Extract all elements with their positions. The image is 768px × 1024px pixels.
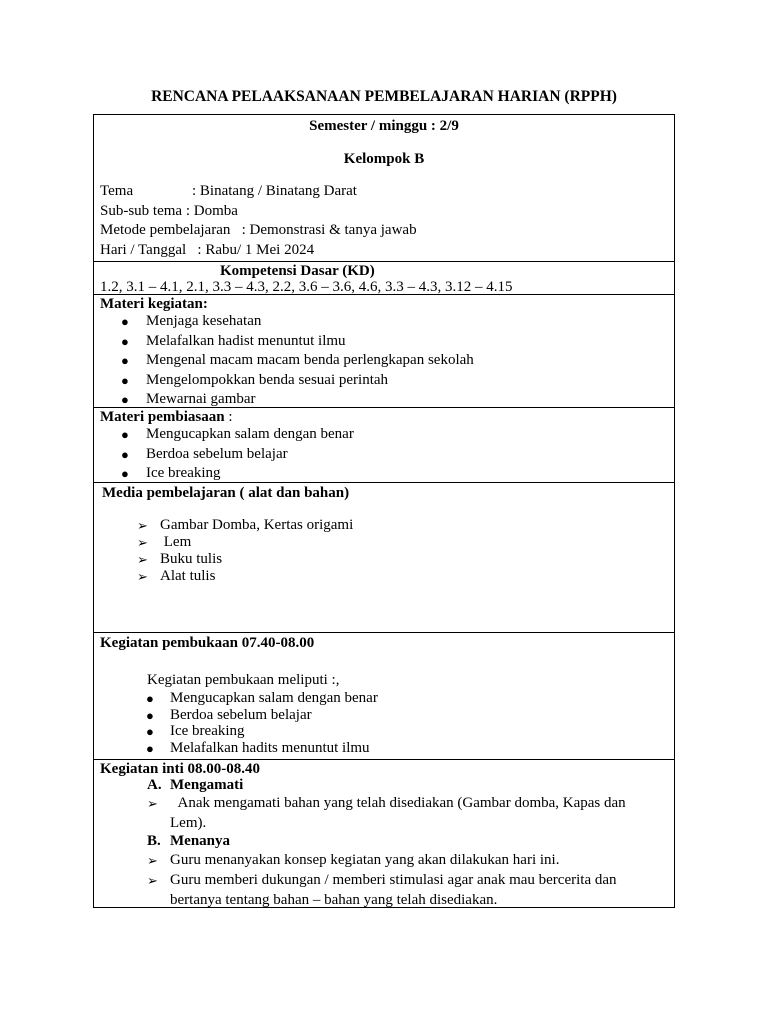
bullet-dot-icon: ●	[121, 314, 129, 329]
info-list	[100, 182, 417, 260]
list-item-text: Ice breaking	[170, 723, 245, 740]
list-item	[146, 706, 378, 723]
media-row	[94, 482, 674, 632]
list-item	[137, 550, 353, 567]
info-label: Tema	[100, 183, 134, 199]
section-b-item	[147, 871, 650, 907]
section-title: Mengamati	[170, 777, 244, 793]
list-item-text: Mengenal macam macam benda perlengkapan sekolah	[146, 352, 474, 368]
pembukaan-list	[146, 689, 378, 757]
list-item-text: Mengucapkan salam dengan benar	[170, 690, 378, 706]
list-item	[137, 567, 353, 584]
info-hari-tanggal	[100, 241, 417, 261]
list-item-text: Berdoa sebelum belajar	[146, 445, 288, 462]
list-item	[121, 371, 474, 391]
list-item	[121, 332, 474, 352]
bullet-dot-icon: ●	[121, 392, 129, 407]
list-item-text: Melafalkan hadits menuntut ilmu	[170, 740, 370, 757]
info-value: : Domba	[182, 202, 238, 219]
list-item-text: Gambar Domba, Kertas origami	[160, 517, 354, 533]
kelompok-label: Kelompok B	[343, 151, 425, 167]
bullet-dot-icon: ●	[121, 372, 129, 388]
list-item-text: Alat tulis	[160, 568, 216, 584]
list-item-text: Guru memberi dukungan / memberi stimulasi agar anak mau bercerita dan bertanya tentang bahan – bahan yang telah disediakan.	[170, 872, 617, 907]
heading-text: Materi pembiasaan	[100, 409, 225, 425]
section-marker: B.	[147, 833, 161, 849]
list-item	[121, 464, 354, 482]
pembukaan-row	[94, 632, 674, 759]
section-marker: A.	[147, 777, 162, 793]
list-item-text: Anak mengamati bahan yang telah disediakan (Gambar domba, Kapas dan Lem).	[170, 795, 630, 831]
list-item-text: Berdoa sebelum belajar	[170, 706, 312, 723]
list-item	[121, 390, 474, 407]
arrow-bullet-icon: ➢	[137, 535, 148, 550]
rpph-table	[93, 114, 675, 908]
list-item-text: Mewarnai gambar	[146, 391, 256, 407]
bullet-dot-icon: ●	[146, 707, 154, 723]
list-item	[121, 312, 474, 332]
section-title: Menanya	[170, 833, 230, 849]
list-item	[146, 722, 378, 740]
pembukaan-intro: Kegiatan pembukaan meliputi :,	[147, 672, 340, 688]
info-metode	[100, 221, 417, 241]
list-item-text: Buku tulis	[160, 551, 223, 567]
info-tema	[100, 182, 417, 202]
materi-kegiatan-row	[94, 294, 674, 407]
info-label: Sub-sub tema	[100, 202, 183, 219]
list-item	[121, 351, 474, 371]
media-heading: Media pembelajaran ( alat dan bahan)	[102, 485, 350, 501]
list-item-text: Mengucapkan salam dengan benar	[146, 426, 354, 442]
list-item	[146, 689, 378, 706]
arrow-bullet-icon: ➢	[137, 552, 148, 567]
section-a-heading	[147, 776, 243, 795]
list-item	[137, 533, 353, 550]
arrow-bullet-icon: ➢	[147, 853, 158, 868]
list-item-text: Ice breaking	[146, 465, 221, 481]
bullet-dot-icon: ●	[146, 691, 154, 706]
inti-heading: Kegiatan inti 08.00-08.40	[100, 761, 260, 777]
materi-pembiasaan-list	[121, 425, 354, 482]
info-label: Metode pembelajaran	[100, 222, 231, 238]
section-b-item	[147, 851, 650, 871]
arrow-bullet-icon: ➢	[147, 873, 158, 888]
info-value: : Binatang / Binatang Darat	[192, 183, 357, 199]
materi-kegiatan-list	[121, 312, 474, 407]
arrow-bullet-icon: ➢	[137, 569, 148, 584]
bullet-dot-icon: ●	[121, 333, 129, 349]
pembukaan-heading: Kegiatan pembukaan 07.40-08.00	[100, 635, 315, 651]
list-item-text: Guru menanyakan konsep kegiatan yang akan dilakukan hari ini.	[170, 852, 560, 868]
bullet-dot-icon: ●	[121, 466, 129, 481]
arrow-bullet-icon: ➢	[137, 518, 148, 533]
list-item	[121, 445, 354, 465]
media-list	[137, 516, 354, 584]
materi-pembiasaan-row	[94, 407, 674, 482]
inti-row	[94, 759, 674, 907]
list-item-text: Menjaga kesehatan	[146, 313, 262, 329]
kd-row	[94, 261, 674, 294]
info-subtema	[100, 202, 417, 222]
list-item	[121, 425, 354, 445]
materi-kegiatan-heading: Materi kegiatan:	[100, 296, 208, 312]
kd-value: 1.2, 3.1 – 4.1, 2.1, 3.3 – 4.3, 2.2, 3.6 – 3.6, 4.6, 3.3 – 4.3, 3.12 – 4.15	[100, 279, 513, 294]
section-a-item	[147, 794, 650, 833]
list-item-text: Lem	[160, 534, 192, 550]
list-item	[146, 739, 378, 757]
list-item	[137, 516, 354, 533]
arrow-bullet-icon: ➢	[147, 796, 158, 811]
section-b-heading	[147, 832, 230, 851]
bullet-dot-icon: ●	[121, 446, 129, 462]
info-value: : Rabu/ 1 Mei 2024	[186, 241, 315, 258]
info-label: Hari / Tanggal	[100, 241, 187, 258]
heading-colon: :	[224, 409, 233, 425]
bullet-dot-icon: ●	[121, 427, 129, 442]
list-item-text: Mengelompokkan benda sesuai perintah	[146, 371, 389, 388]
header-info-row	[94, 115, 674, 261]
list-item-text: Melafalkan hadist menuntut ilmu	[146, 332, 346, 349]
semester-label: Semester / minggu : 2/9	[309, 118, 459, 134]
document-title: RENCANA PELAAKSANAAN PEMBELAJARAN HARIAN (RPPH)	[151, 88, 617, 105]
bullet-dot-icon: ●	[121, 353, 129, 368]
kd-title: Kompetensi Dasar (KD)	[220, 263, 375, 279]
bullet-dot-icon: ●	[146, 741, 154, 757]
bullet-dot-icon: ●	[146, 724, 154, 740]
info-value: : Demonstrasi & tanya jawab	[230, 222, 417, 238]
